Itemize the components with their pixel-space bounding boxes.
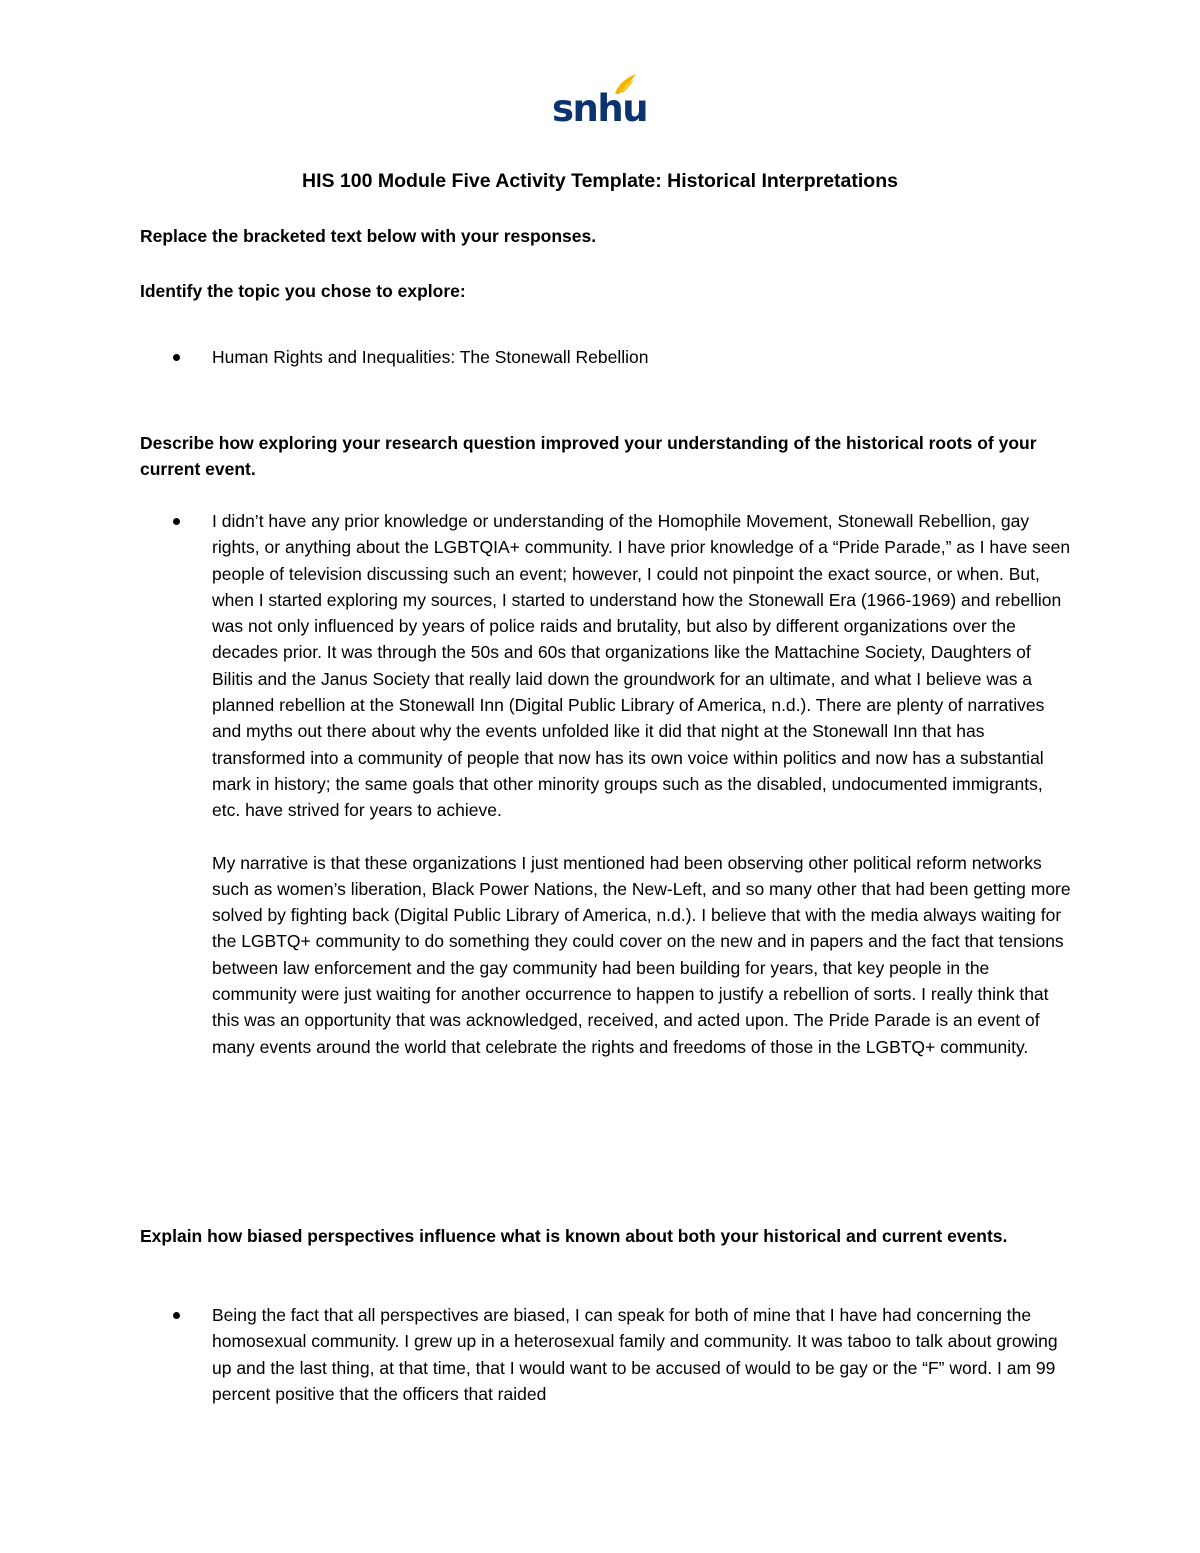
bullet-icon [173,354,180,361]
section-heading-bias: Explain how biased perspectives influence what is known about both your historical and current events. [140,1226,1008,1246]
response-paragraph: I didn’t have any prior knowledge or understanding of the Homophile Movement, Stonewall Rebellion, gay rights, or anything about the LGBTQIA+ community. I have prior knowledge of a “Pride Parade,” as I have seen people of television discussing such an event; however, I could not pinpoint the exact source, or when. But, when I started exploring my sources, I started to understand how the Stonewall Era (1966-1969) and rebellion was not only influenced by years of police raids and brutality, but also by different organizations over the decades prior. It was through the 50s and 60s that organizations like the Mattachine Society, Daughters of Bilitis and the Janus Society that really laid down the groundwork for an ultimate, and what I believe was a planned rebellion at the Stonewall Inn (Digital Public Library of America, n.d.). There are plenty of narratives and myths out there about why the events unfolded like it did that night at the Stonewall Inn that has transformed into a community of people that now has its own voice within politics and now has a substantial mark in history; the same goals that other minority groups such as the disabled, undocumented immigrants, etc. have strived for years to achieve. [212,511,1071,821]
document-title: HIS 100 Module Five Activity Template: Historical Interpretations [302,170,898,192]
flame-icon [612,72,638,96]
bullet-icon [173,518,180,525]
section-heading-topic: Identify the topic you chose to explore: [140,281,466,301]
snhu-logo [552,70,648,132]
bullet-icon [173,1312,180,1319]
response-paragraph: Human Rights and Inequalities: The Stonewall Rebellion [212,347,649,367]
section-heading-understanding: Describe how exploring your research question improved your understanding of the historical roots of your current event. [140,433,1037,479]
topic-response [212,344,1072,370]
instruction-text: Replace the bracketed text below with your responses. [140,226,597,246]
logo-wordmark: snhu [552,87,648,130]
bias-response [212,1302,1072,1407]
understanding-response [212,508,1072,1060]
response-paragraph: Being the fact that all perspectives are biased, I can speak for both of mine that I have had concerning the homosexual community. I grew up in a heterosexual family and community. It was taboo to talk about growing up and the last thing, at that time, that I would want to be accused of would to be gay or the “F” word. I am 99 percent positive that the officers that raided [212,1305,1058,1404]
response-paragraph: My narrative is that these organizations I just mentioned had been observing other political reform networks such as women’s liberation, Black Power Nations, the New-Left, and so many other that had been getting more solved by fighting back (Digital Public Library of America, n.d.). I believe that with the media always waiting for the LGBTQ+ community to do something they could cover on the new and in papers and the fact that tensions between law enforcement and the gay community had been building for years, that key people in the community were just waiting for another occurrence to happen to justify a rebellion of sorts. I really think that this was an opportunity that was acknowledged, received, and acted upon. The Pride Parade is an event of many events around the world that celebrate the rights and freedoms of those in the LGBTQ+ community. [212,852,1071,1057]
